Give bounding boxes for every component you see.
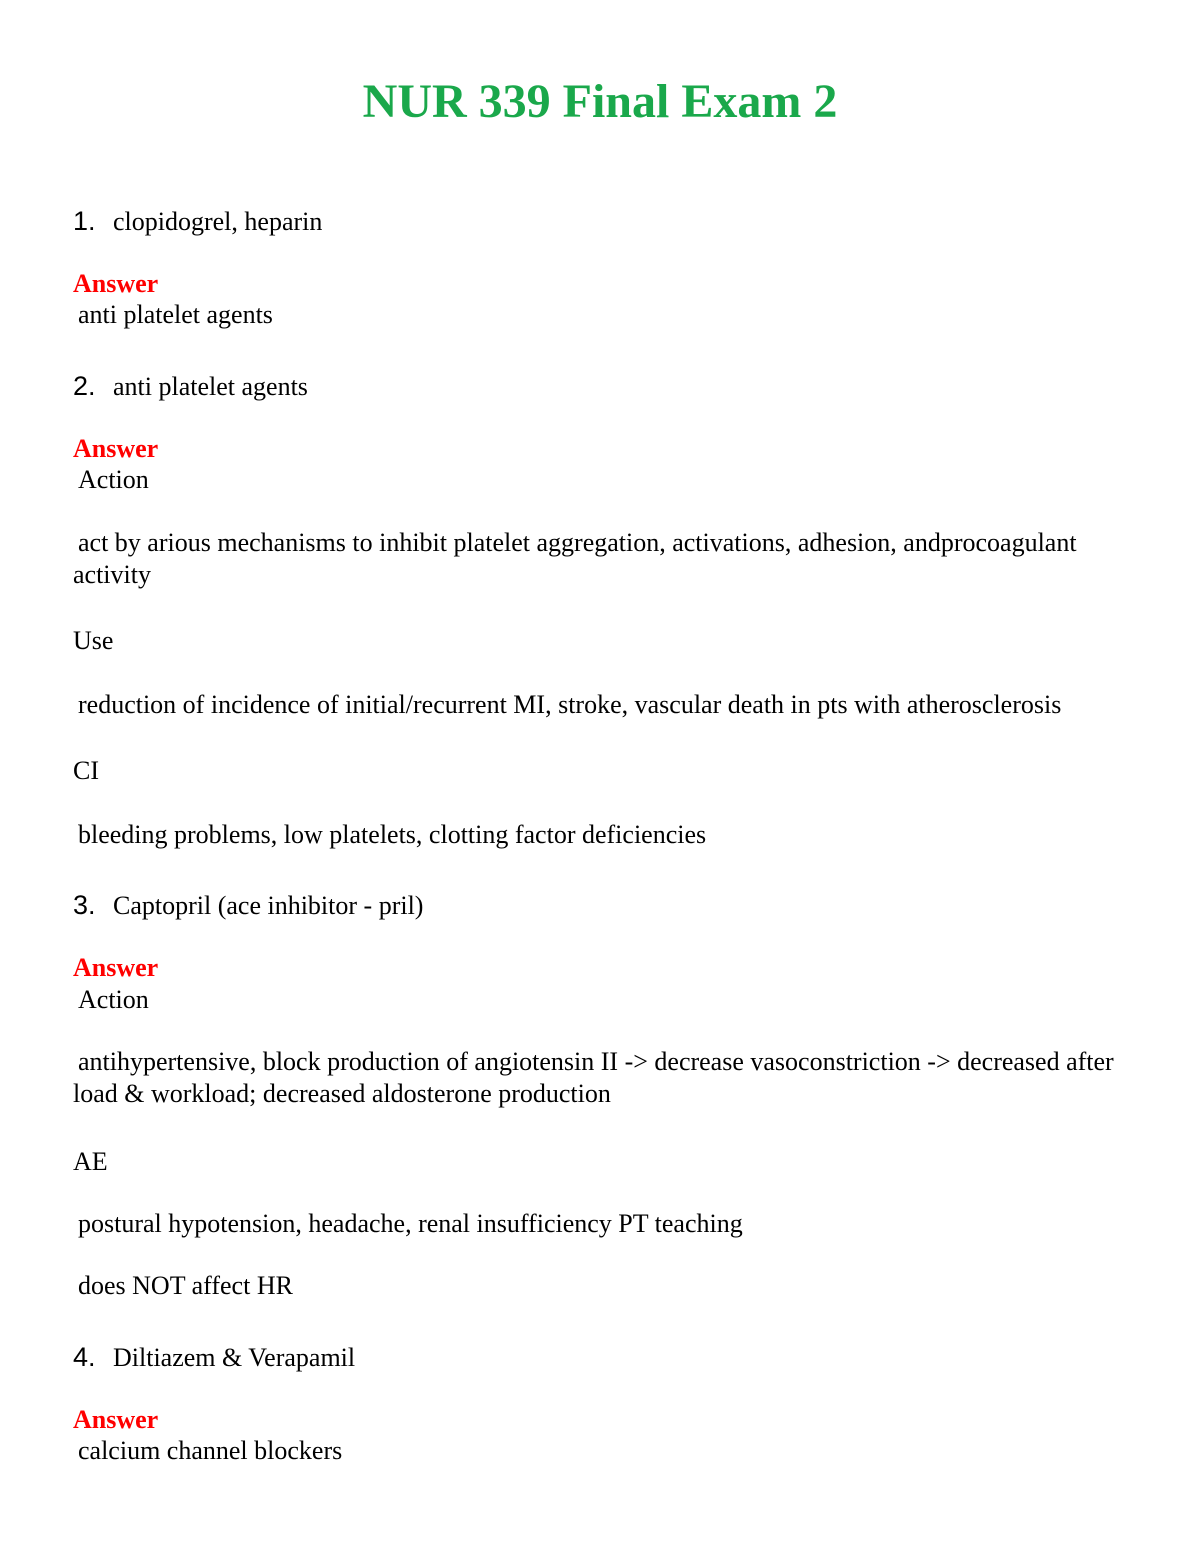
action-text: act by arious mechanisms to inhibit platelet aggregation, activations, adhesion, andprocoagulant activity <box>73 528 1077 589</box>
answer-text: anti platelet agents <box>78 300 273 329</box>
question-number: 3. <box>73 890 96 920</box>
ae-label: AE <box>73 1147 108 1176</box>
question-1 <box>73 205 322 238</box>
question-text: anti platelet agents <box>113 372 308 401</box>
answer-label: Answer <box>73 269 159 298</box>
ae-text: postural hypotension, headache, renal insufficiency PT teaching <box>78 1209 743 1238</box>
question-number: 1. <box>73 206 96 236</box>
answer-text: calcium channel blockers <box>78 1436 343 1465</box>
answer-label: Answer <box>73 953 159 982</box>
question-text: Diltiazem & Verapamil <box>113 1343 356 1372</box>
question-number: 2. <box>73 371 96 401</box>
page-title: NUR 339 Final Exam 2 <box>362 75 838 128</box>
action-text: antihypertensive, block production of angiotensin II -> decrease vasoconstriction -> decreased after load & workload; decreased aldosterone production <box>73 1047 1114 1108</box>
answer-label: Answer <box>73 434 159 463</box>
question-2 <box>73 370 308 403</box>
note-text: does NOT affect HR <box>78 1271 293 1300</box>
action-label: Action <box>78 465 149 494</box>
question-number: 4. <box>73 1342 96 1372</box>
question-text: Captopril (ace inhibitor - pril) <box>113 891 424 920</box>
answer-label: Answer <box>73 1405 159 1434</box>
question-text: clopidogrel, heparin <box>113 207 323 236</box>
use-label: Use <box>73 626 114 655</box>
action-label: Action <box>78 985 149 1014</box>
ci-text: bleeding problems, low platelets, clotting factor deficiencies <box>78 820 707 849</box>
use-text: reduction of incidence of initial/recurrent MI, stroke, vascular death in pts with atherosclerosis <box>78 690 1062 719</box>
question-4 <box>73 1341 355 1374</box>
question-3 <box>73 889 423 922</box>
ci-label: CI <box>73 756 99 785</box>
